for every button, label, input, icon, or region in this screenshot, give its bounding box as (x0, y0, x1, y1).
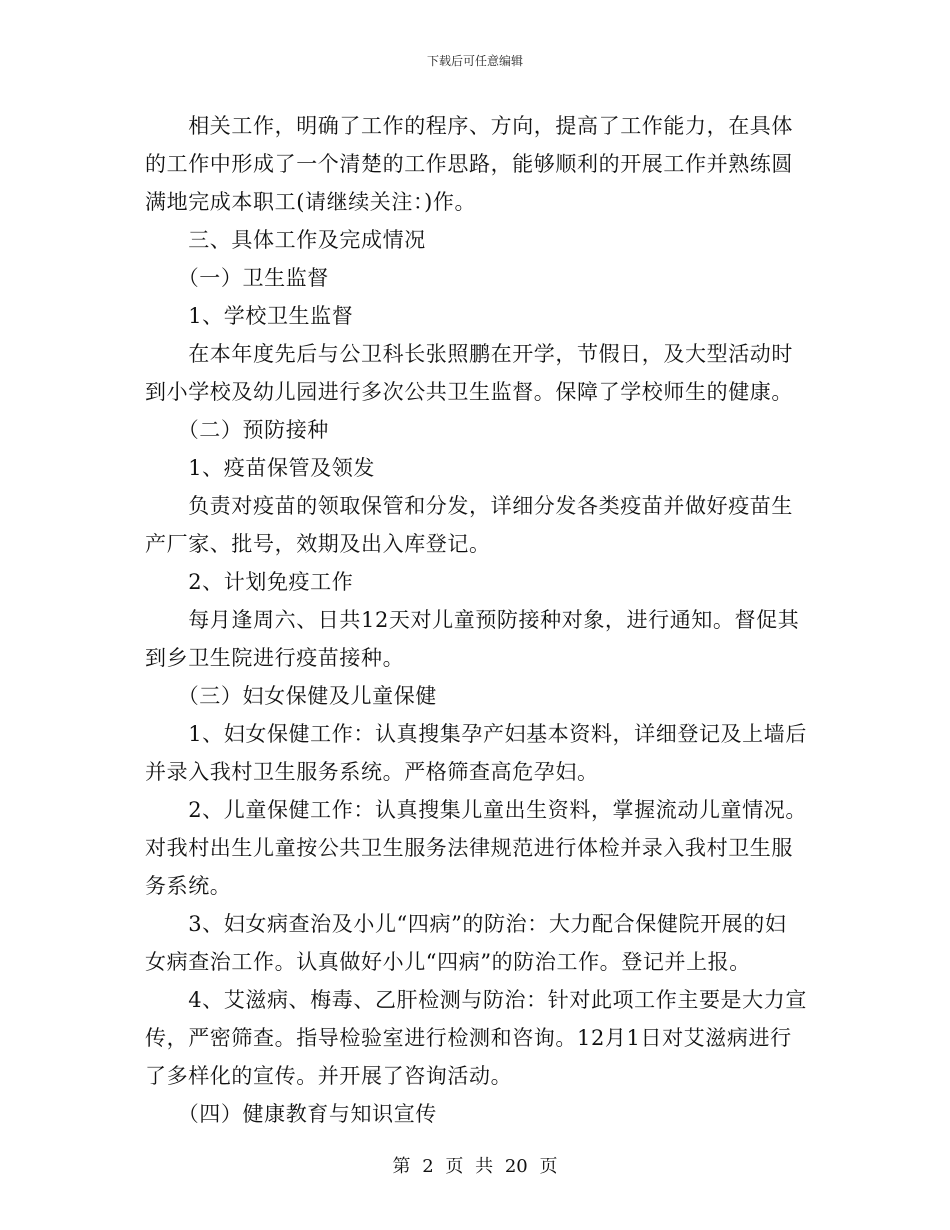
subsection-heading: （四）健康教育与知识宣传 (145, 1102, 437, 1126)
body-line: 2、儿童保健工作：认真搜集儿童出生资料，掌握流动儿童情况。 (145, 798, 807, 822)
body-line: 在本年度先后与公卫科长张照鹏在开学，节假日，及大型活动时 (145, 342, 793, 366)
body-line: 相关工作，明确了工作的程序、方向，提高了工作能力，在具体 (145, 114, 793, 138)
item-heading: 1、学校卫生监督 (145, 304, 354, 328)
body-line: 务系统。 (145, 874, 232, 898)
body-line: 并录入我村卫生服务系统。严格筛查高危孕妇。 (145, 760, 599, 784)
body-line: 对我村出生儿童按公共卫生服务法律规范进行体检并录入我村卫生服 (145, 836, 793, 860)
body-line: 到乡卫生院进行疫苗接种。 (145, 646, 405, 670)
body-line: 了多样化的宣传。并开展了咨询活动。 (145, 1064, 513, 1088)
body-line: 女病查治工作。认真做好小儿“四病”的防治工作。登记并上报。 (145, 950, 751, 974)
subsection-heading: （一）卫生监督 (145, 266, 329, 290)
subsection-heading: （三）妇女保健及儿童保健 (145, 684, 437, 708)
item-heading: 2、计划免疫工作 (145, 570, 354, 594)
body-line: 的工作中形成了一个清楚的工作思路，能够顺利的开展工作并熟练圆 (145, 152, 793, 176)
body-line: 4、艾滋病、梅毒、乙肝检测与防治：针对此项工作主要是大力宣 (145, 988, 807, 1012)
page-header-note: 下载后可任意编辑 (426, 54, 523, 68)
body-line: 1、妇女保健工作：认真搜集孕产妇基本资料，详细登记及上墙后 (145, 722, 807, 746)
body-line: 满地完成本职工(请继续关注：)作。 (145, 190, 477, 214)
item-heading: 1、疫苗保管及领发 (145, 456, 375, 480)
body-line: 3、妇女病查治及小儿“四病”的防治：大力配合保健院开展的妇 (145, 912, 787, 936)
subsection-heading: （二）预防接种 (145, 418, 329, 442)
section-heading: 三、具体工作及完成情况 (145, 228, 426, 252)
body-line: 负责对疫苗的领取保管和分发，详细分发各类疫苗并做好疫苗生 (145, 494, 793, 518)
body-line: 每月逢周六、日共12天对儿童预防接种对象，进行通知。督促其 (145, 608, 800, 632)
body-line: 产厂家、批号，效期及出入库登记。 (145, 532, 491, 556)
body-line: 到小学校及幼儿园进行多次公共卫生监督。保障了学校师生的健康。 (145, 380, 793, 404)
body-line: 传，严密筛查。指导检验室进行检测和咨询。12月1日对艾滋病进行 (145, 1026, 792, 1050)
page-number-footer: 第 2 页 共 20 页 (392, 1156, 558, 1177)
